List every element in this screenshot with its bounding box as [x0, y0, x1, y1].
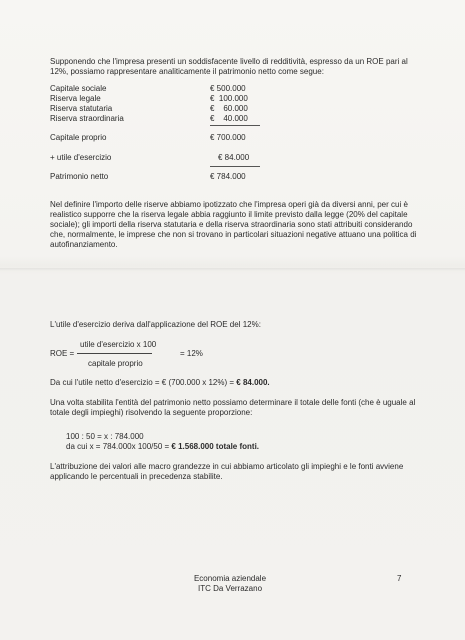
row-amount-riserva-statutaria: € 60.000	[210, 104, 248, 113]
page-fold	[0, 268, 465, 271]
row-label-riserva-legale: Riserva legale	[50, 94, 101, 103]
row-label-riserva-statutaria: Riserva statutaria	[50, 104, 113, 113]
roe-denominator: capitale proprio	[88, 359, 143, 368]
patrimonio-netto-label: Patrimonio netto	[50, 172, 109, 181]
proportion-line-2	[66, 442, 259, 452]
row-label-riserva-straordinaria: Riserva straordinaria	[50, 114, 124, 123]
roe-result: = 12%	[180, 349, 203, 358]
total-rule	[210, 166, 260, 167]
row-amount-capitale-sociale: € 500.000	[210, 84, 246, 93]
utile-label: + utile d'esercizio	[50, 153, 112, 162]
proportion-line-1: 100 : 50 = x : 784.000	[66, 432, 144, 441]
fraction-line	[77, 353, 152, 354]
riserve-paragraph: Nel definire l'importo delle riserve abbiamo ipotizzato che l'impresa operi già da diversi anni, per cui è realistico supporre che la riserva legale abbia raggiunto il limite previsto dalla legge (20% del capitale sociale); gli importi della riserva statutaria e della riserva straordinaria sono stati attribuiti considerando che, normalmente, le imprese che non si trovano in particolari situazioni negative attuano una politica di autofinanziamento.	[50, 200, 417, 249]
row-label-capitale-sociale: Capitale sociale	[50, 84, 107, 93]
proportion-total: € 1.568.000 totale fonti.	[171, 442, 260, 451]
capitale-proprio-amount: € 700.000	[210, 133, 246, 142]
utile-calc	[50, 378, 422, 388]
row-amount-riserva-legale: € 100.000	[210, 94, 248, 103]
footer-subject: Economia aziendale	[193, 574, 267, 583]
fonti-paragraph: Una volta stabilita l'entità del patrimonio netto possiamo determinare il totale delle fonti (che è uguale al totale degli impieghi) risolvendo la seguente proporzione:	[50, 398, 416, 417]
capitale-proprio-label: Capitale proprio	[50, 133, 107, 142]
footer-school: ITC Da Verrazano	[197, 584, 263, 593]
page-number: 7	[397, 574, 402, 583]
proportion-line-2-text: da cui x = 784.000x 100/50 =	[66, 442, 172, 451]
attribuzione-paragraph: L'attribuzione dei valori alle macro grandezze in cui abbiamo articolato gli impieghi e le fonti avviene applicando le percentuali in precedenza stabilite.	[50, 462, 404, 481]
roe-intro: L'utile d'esercizio deriva dall'applicazione del ROE del 12%:	[50, 320, 261, 329]
utile-calc-text: Da cui l'utile netto d'esercizio = € (700.000 x 12%) =	[50, 378, 237, 387]
utile-calc-result: € 84.000.	[236, 378, 270, 387]
patrimonio-netto-amount: € 784.000	[210, 172, 246, 181]
utile-amount: € 84.000	[218, 153, 250, 162]
intro-paragraph: Supponendo che l'impresa presenti un soddisfacente livello di redditività, espresso da un ROE pari al 12%, possiamo rappresentare analiticamente il patrimonio netto come segue:	[50, 57, 408, 76]
roe-lhs: ROE =	[50, 349, 75, 358]
roe-numerator: utile d'esercizio x 100	[80, 340, 157, 349]
row-amount-riserva-straordinaria: € 40.000	[210, 114, 248, 123]
subtotal-rule	[210, 125, 260, 126]
